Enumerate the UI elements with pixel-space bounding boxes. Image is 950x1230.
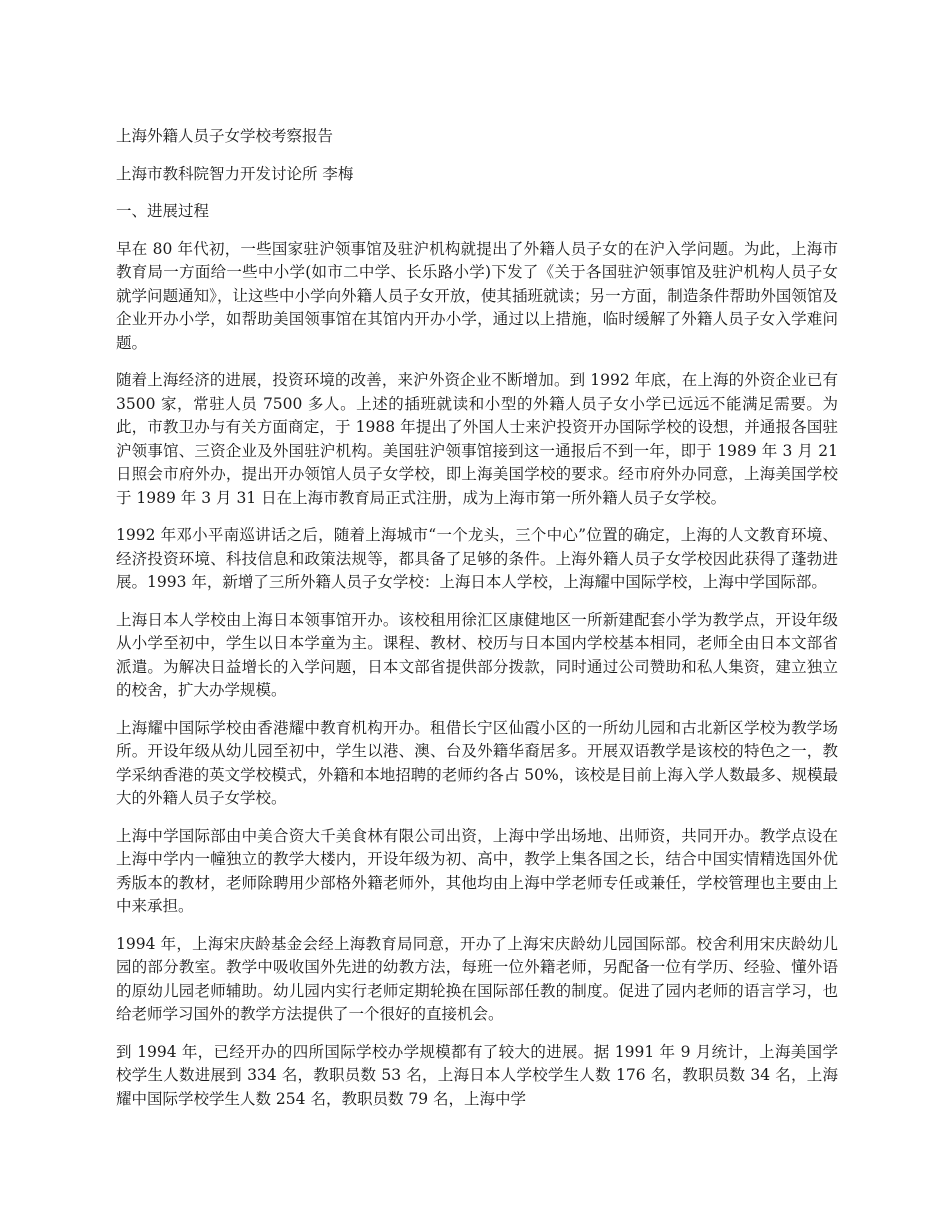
paragraph: 早在 80 年代初，一些国家驻沪领事馆及驻沪机构就提出了外籍人员子女的在沪入学问题。为此，上海市教育局一方面给一些中小学(如市二中学、长乐路小学)下发了《关于各国驻沪领事馆及驻沪机构人员子女就学问题通知》，让这些中小学向外籍人员子女开放，使其插班就读；另一方面，制造条件帮助外国领馆及企业开办小学，如帮助美国领事馆在其馆内开办小学，通过以上措施，临时缓解了外籍人员子女入学难问题。 — [116, 239, 838, 352]
paragraph: 上海耀中国际学校由香港耀中教育机构开办。租借长宁区仙霞小区的一所幼儿园和古北新区学校为教学场所。开设年级从幼儿园至初中，学生以港、澳、台及外籍华裔居多。开展双语教学是该校的特色之一，教学采纳香港的英文学校模式，外籍和本地招聘的老师约各占 50%，该校是目前上海入学人数最多、规模最大的外籍人员子女学校。 — [116, 718, 838, 807]
paragraph: 1992 年邓小平南巡讲话之后，随着上海城市“一个龙头，三个中心”位置的确定，上海的人文教育环境、经济投资环境、科技信息和政策法规等，都具备了足够的条件。上海外籍人员子女学校因此获得了蓬勃进展。1993 年，新增了三所外籍人员子女学校：上海日本人学校，上海耀中国际学校，上海中学国际部。 — [116, 526, 838, 591]
section-heading: 一、进展过程 — [116, 202, 210, 220]
paragraph: 到 1994 年，已经开办的四所国际学校办学规模都有了较大的进展。据 1991 年 9 月统计，上海美国学校学生人数进展到 334 名，教职员数 53 名，上海日本人学校学生人数 176 名，教职员数 34 名，上海耀中国际学校学生人数 254 名，教职员数 79 名，上海中学 — [116, 1042, 838, 1108]
document-title: 上海外籍人员子女学校考察报告 — [116, 127, 334, 145]
paragraph: 1994 年，上海宋庆龄基金会经上海教育局同意，开办了上海宋庆龄幼儿园国际部。校舍利用宋庆龄幼儿园的部分教室。教学中吸收国外先进的幼教方法，每班一位外籍老师，另配备一位有学历、经验、懂外语的原幼儿园老师辅助。幼儿园内实行老师定期轮换在国际部任教的制度。促进了园内老师的语言学习，也给老师学习国外的教学方法提供了一个很好的直接机会。 — [116, 934, 838, 1023]
paragraph: 上海日本人学校由上海日本领事馆开办。该校租用徐汇区康健地区一所新建配套小学为教学点，开设年级从小学至初中，学生以日本学童为主。课程、教材、校历与日本国内学校基本相同，老师全由日本文部省派遣。为解决日益增长的入学问题，日本文部省提供部分拨款，同时通过公司赞助和私人集资，建立独立的校舍，扩大办学规模。 — [116, 610, 838, 699]
paragraph: 随着上海经济的进展，投资环境的改善，来沪外资企业不断增加。到 1992 年底，在上海的外资企业已有 3500 家，常驻人员 7500 多人。上述的插班就读和小型的外籍人员子女小学已远远不能满足需要。为此，市教卫办与有关方面商定，于 1988 年提出了外国人士来沪投资开办国际学校的设想，并通报各国驻沪领事馆、三资企业及外国驻沪机构。美国驻沪领事馆接到这一通报后不到一年，即于 1989 年 3 月 21 日照会市府外办，提出开办领馆人员子女学校，即上海美国学校的要求。经市府外办同意，上海美国学校于 1989 年 3 月 31 日在上海市教育局正式注册，成为上海市第一所外籍人员子女学校。 — [116, 371, 838, 507]
document-author: 上海市教科院智力开发讨论所 李梅 — [116, 164, 354, 183]
paragraph: 上海中学国际部由中美合资大千美食林有限公司出资，上海中学出场地、出师资，共同开办。教学点设在上海中学内一幢独立的教学大楼内，开设年级为初、高中，教学上集各国之长，结合中国实情精选国外优秀版本的教材，老师除聘用少部格外籍老师外，其他均由上海中学老师专任或兼任，学校管理也主要由上中来承担。 — [116, 826, 838, 915]
